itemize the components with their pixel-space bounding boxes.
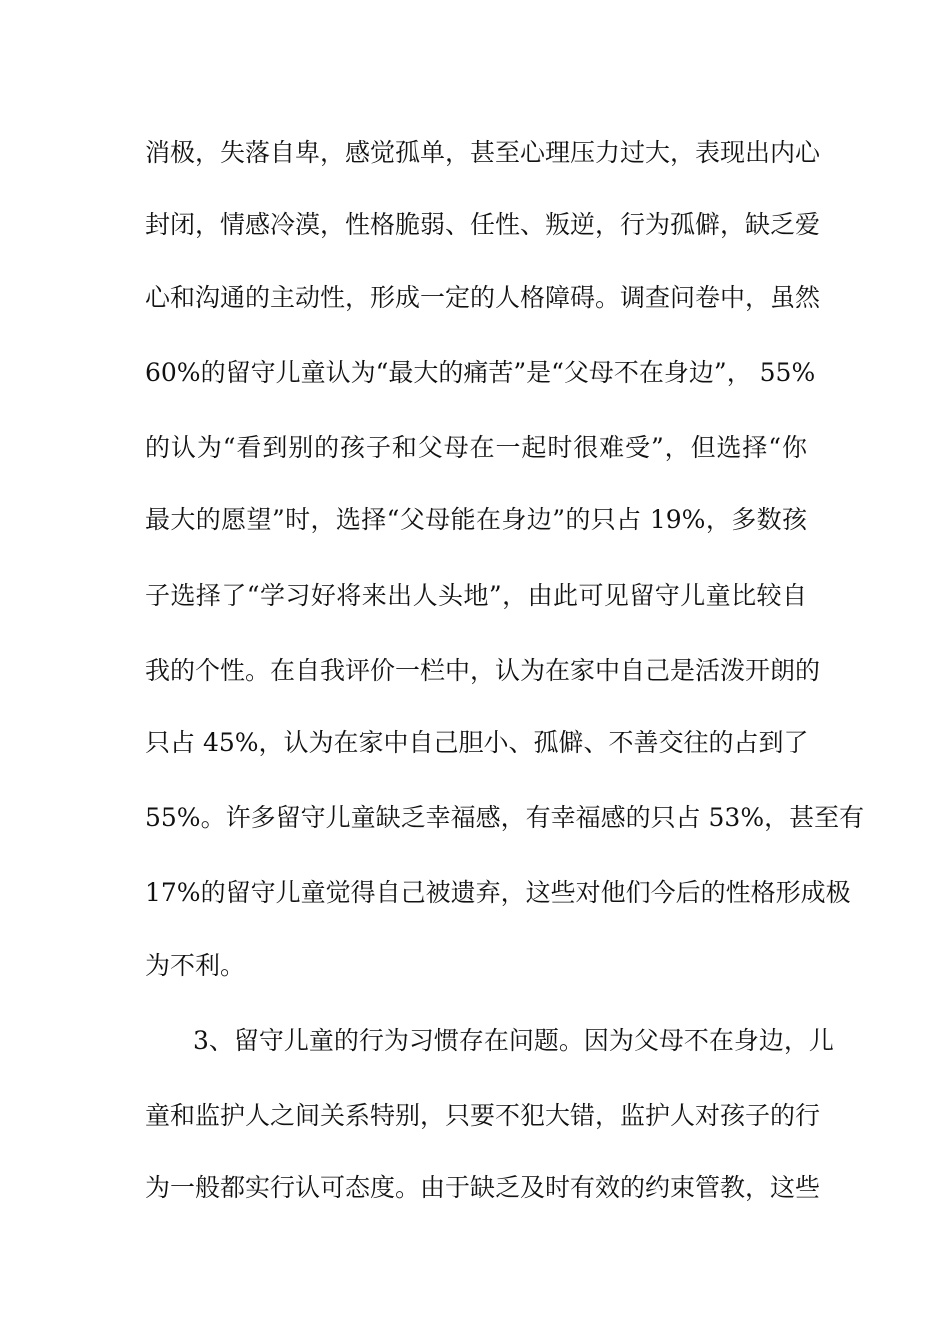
text-line: 为一般都实行认可态度。由于缺乏及时有效的约束管教，这些	[145, 1173, 821, 1202]
text-line: 心和沟通的主动性，形成一定的人格障碍。调查问卷中，虽然	[145, 283, 821, 312]
text-line: 60%的留守儿童认为“最大的痛苦”是“父母不在身边”， 55%	[145, 358, 816, 387]
text-line: 最大的愿望”时，选择“父母能在身边”的只占 19%，多数孩	[145, 505, 807, 534]
text-line: 的认为“看到别的孩子和父母在一起时很难受”，但选择“你	[145, 433, 807, 462]
text-line: 消极，失落自卑，感觉孤单，甚至心理压力过大，表现出内心	[145, 138, 821, 167]
text-line: 只占 45%，认为在家中自己胆小、孤僻、不善交往的占到了	[145, 728, 809, 757]
text-line: 为不利。	[145, 951, 246, 980]
text-line: 3、留守儿童的行为习惯存在问题。因为父母不在身边，儿	[193, 1026, 834, 1055]
text-line: 55%。许多留守儿童缺乏幸福感，有幸福感的只占 53%，甚至有	[145, 803, 865, 832]
text-line: 子选择了“学习好将来出人头地”，由此可见留守儿童比较自	[145, 581, 807, 610]
text-line: 童和监护人之间关系特别，只要不犯大错，监护人对孩子的行	[145, 1101, 821, 1130]
text-line: 我的个性。在自我评价一栏中，认为在家中自己是活泼开朗的	[145, 656, 821, 685]
text-line: 17%的留守儿童觉得自己被遗弃，这些对他们今后的性格形成极	[145, 878, 851, 907]
text-line: 封闭，情感冷漠，性格脆弱、任性、叛逆，行为孤僻，缺乏爱	[145, 210, 821, 239]
